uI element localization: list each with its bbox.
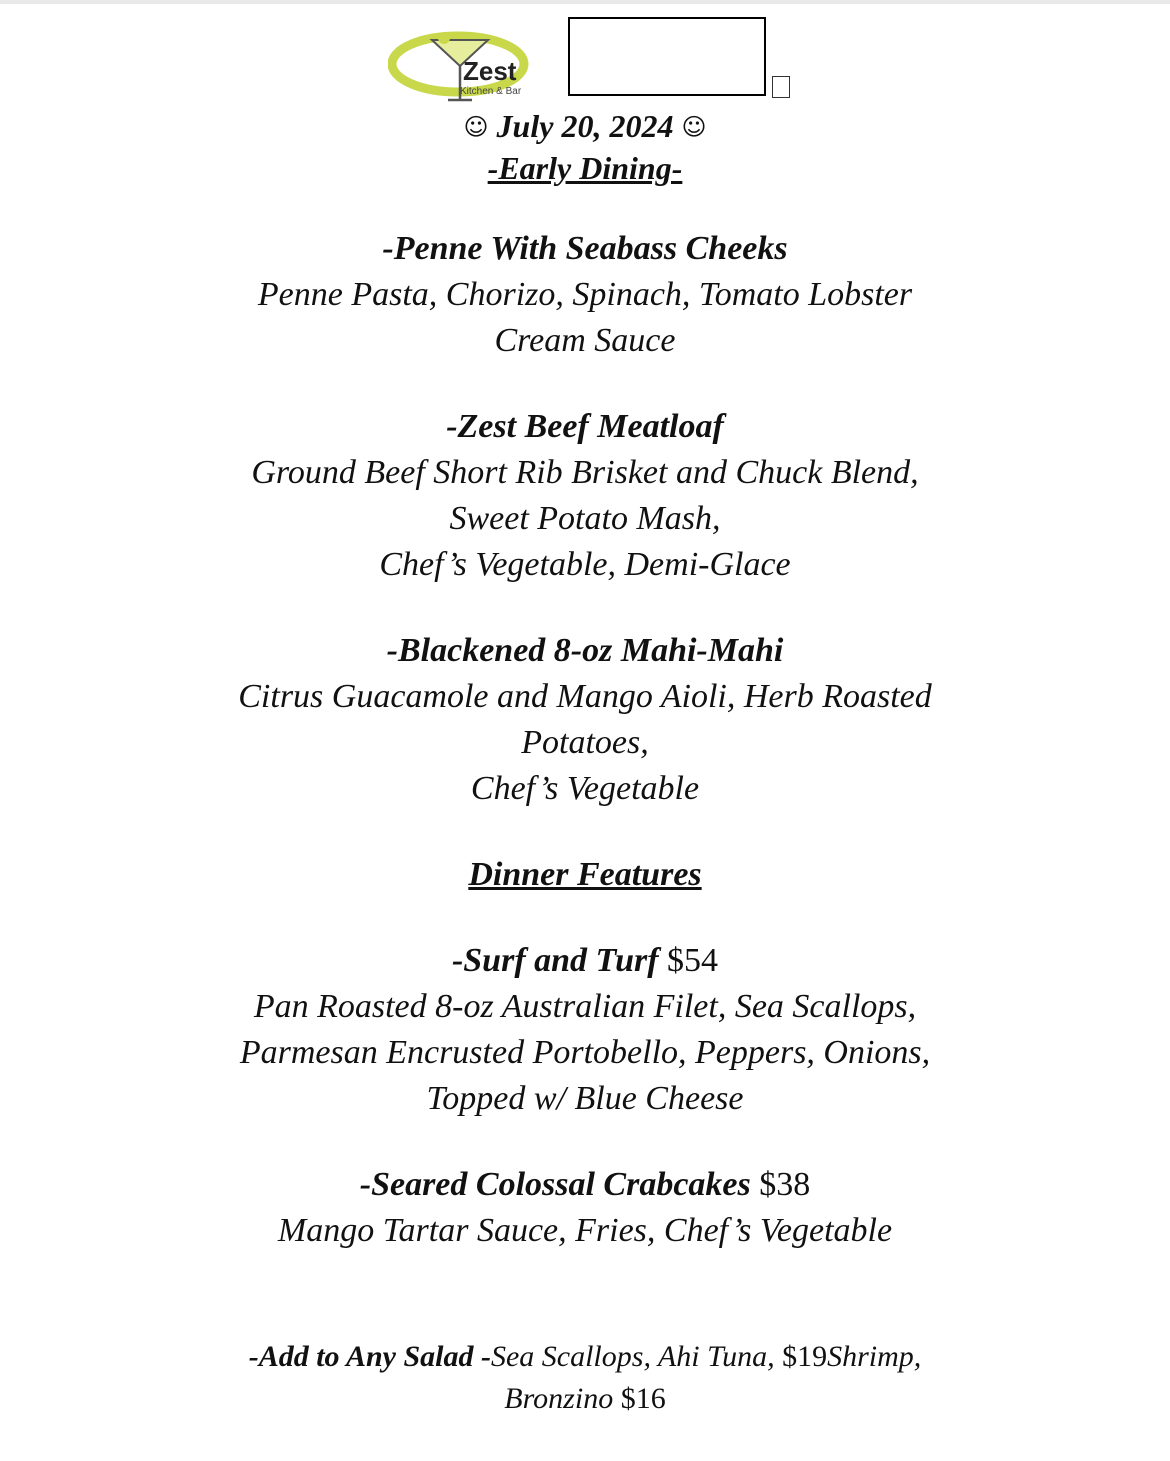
salad-addon-items: Sea Scallops, Ahi Tuna, [490,1340,783,1373]
salad-addon-line [0,1378,1170,1420]
item-title-text: -Surf and Turf [451,942,659,979]
menu-header [0,14,1170,104]
early-dining-heading: -Early Dining- [487,150,683,186]
item-desc-line: Mango Tartar Sauce, Fries, Chef’s Vegetable [277,1212,893,1249]
item-title [0,938,1170,984]
zest-logo [388,30,570,112]
date-text: July 20, 2024 [496,108,674,144]
item-title [0,1162,1170,1208]
top-edge [0,0,1170,4]
smiley-icon: ☺ [681,113,707,141]
item-desc-line: Sweet Potato Mash, [449,500,721,537]
checkbox[interactable] [772,76,790,98]
item-price: $38 [750,1166,811,1203]
logo-name: Zest [463,56,517,86]
salad-addon-items: Bronzino [504,1382,621,1415]
item-desc-line: Parmesan Encrusted Portobello, Peppers, Onions, [239,1034,931,1071]
menu-item [0,404,1170,588]
item-desc-line: Cream Sauce [494,322,676,359]
menu-item [0,226,1170,364]
item-title: -Blackened 8-oz Mahi-Mahi [386,632,784,669]
salad-addon-price: $19 [782,1340,828,1373]
item-desc-line: Pan Roasted 8-oz Australian Filet, Sea Scallops, [253,988,917,1025]
dinner-features-heading: Dinner Features [468,856,702,893]
item-title: -Penne With Seabass Cheeks [382,230,788,267]
salad-addon-note [0,1336,1170,1420]
item-price: $54 [658,942,719,979]
menu-date [0,108,1170,145]
item-desc-line: Chef’s Vegetable [470,770,700,807]
blank-image-frame [568,17,766,96]
item-title: -Zest Beef Meatloaf [446,408,724,445]
item-desc-line: Topped w/ Blue Cheese [426,1080,744,1117]
item-desc-line: Ground Beef Short Rib Brisket and Chuck Blend, [251,454,919,491]
item-desc-line: Chef’s Vegetable, Demi-Glace [379,546,791,583]
menu-item [0,938,1170,1122]
salad-addon-line [0,1336,1170,1378]
item-title-text: -Seared Colossal Crabcakes [359,1166,751,1203]
salad-addon-label: -Add to Any Salad - [248,1340,491,1373]
item-desc-line: Potatoes, [521,724,649,761]
item-desc-line: Penne Pasta, Chorizo, Spinach, Tomato Lobster [257,276,913,313]
salad-addon-price: $16 [620,1382,666,1415]
martini-logo-icon [388,30,570,112]
salad-addon-items: Shrimp, [827,1340,922,1373]
menu-item [0,1162,1170,1254]
smiley-icon: ☺ [463,113,489,141]
item-desc-line: Citrus Guacamole and Mango Aioli, Herb Roasted [238,678,932,715]
menu-item [0,628,1170,812]
logo-subtitle: Kitchen & Bar [460,86,522,97]
